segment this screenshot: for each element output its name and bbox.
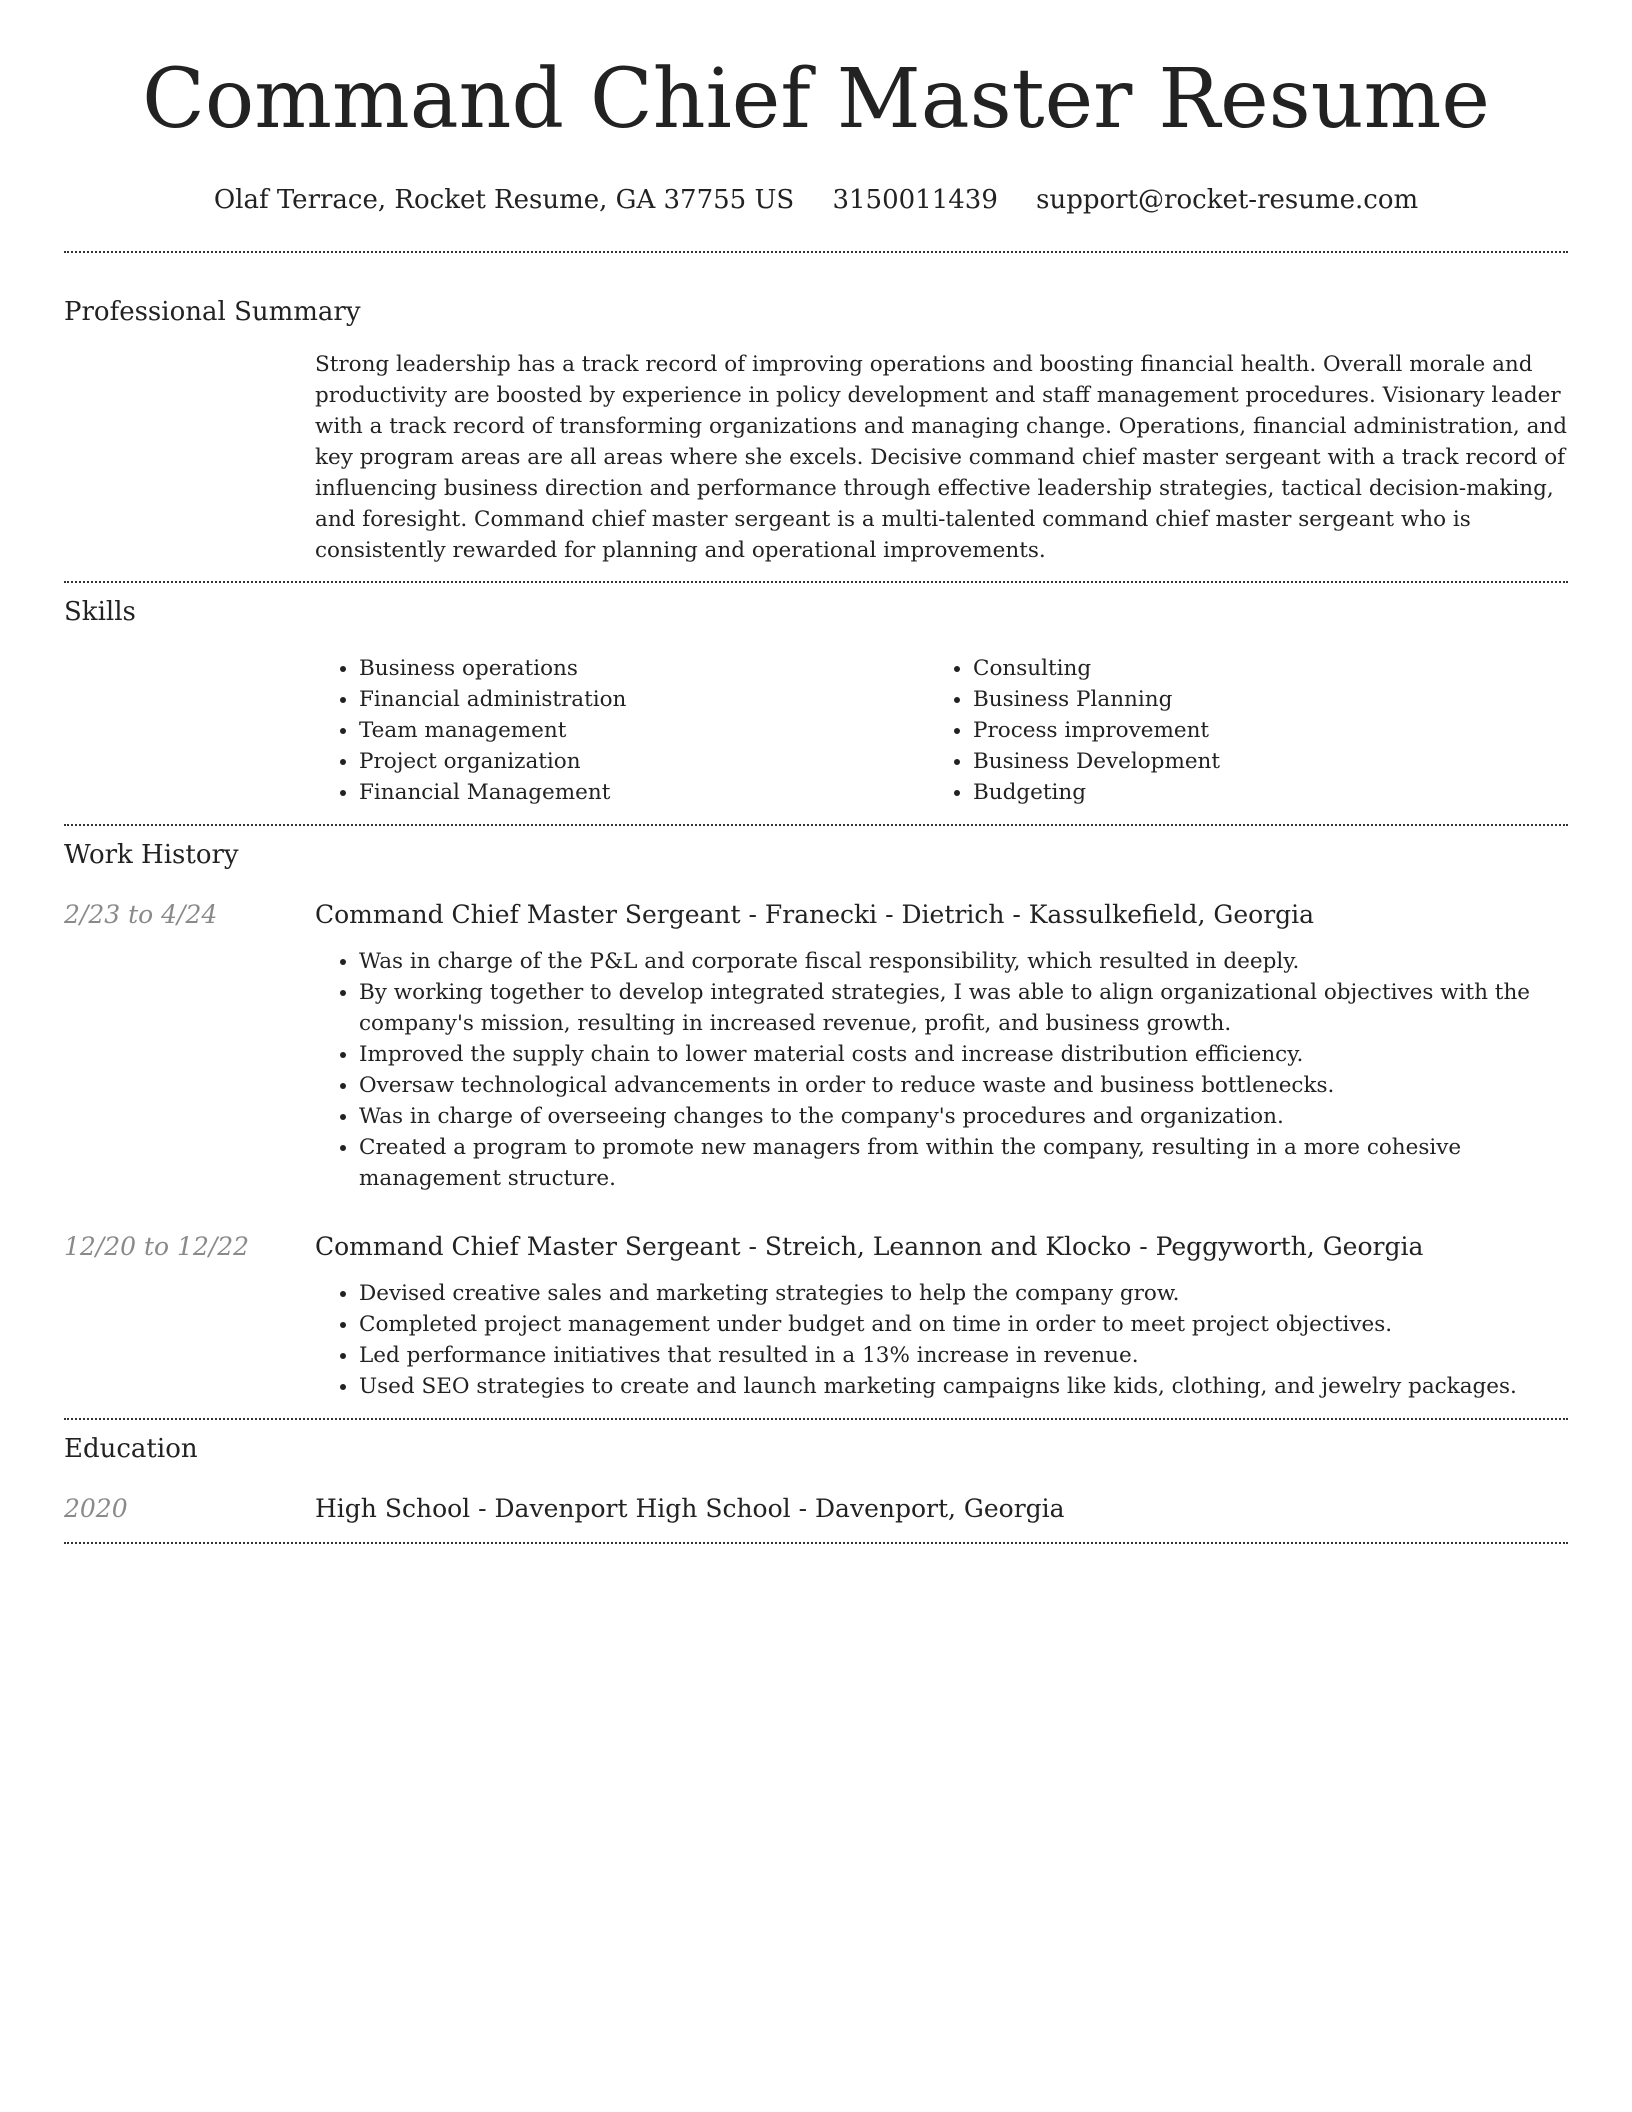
skill-item: • Financial Management	[359, 777, 929, 808]
job-header	[64, 898, 1568, 932]
skills-lists	[315, 653, 1568, 808]
job-header	[64, 1230, 1568, 1264]
skill-item: • Process improvement	[973, 715, 1568, 746]
job-bullet: • Devised creative sales and marketing strategies to help the company grow.	[359, 1278, 1568, 1309]
job-title: Command Chief Master Sergeant - Franecki - Dietrich - Kassulkefield, Georgia	[315, 900, 1315, 929]
skill-item: • Project organization	[359, 746, 929, 777]
section-heading-work-history: Work History	[64, 840, 239, 870]
summary-text: Strong leadership has a track record of improving operations and boosting financial health. Overall morale and productivity are boosted by experience in policy development and staff management procedures. Visionary leader with a track record of transforming organizations and managing change. Operations, financial administration, and key program areas are all areas where she excels. Decisive command chief master sergeant with a track record of influencing business direction and performance through effective leadership strategies, tactical decision-making, and foresight. Command chief master sergeant is a multi-talented command chief master sergeant who is consistently rewarded for planning and operational improvements.	[315, 352, 1568, 563]
education-section	[64, 1432, 1568, 1542]
job-bullet: • Oversaw technological advancements in order to reduce waste and business bottlenecks.	[359, 1070, 1568, 1101]
skill-item: • Consulting	[973, 653, 1568, 684]
divider	[64, 824, 1568, 826]
divider	[64, 1542, 1568, 1544]
skill-item: • Financial administration	[359, 684, 929, 715]
section-heading-skills: Skills	[64, 597, 136, 627]
skill-item: • Business operations	[359, 653, 929, 684]
job-bullet: • Led performance initiatives that resulted in a 13% increase in revenue.	[359, 1340, 1568, 1371]
skills-section	[64, 595, 1568, 808]
job-bullets	[315, 1278, 1568, 1402]
job-dates: 12/20 to 12/22	[64, 1232, 250, 1261]
contact-address: Olaf Terrace, Rocket Resume, GA 37755 US	[213, 185, 795, 215]
skill-item: • Team management	[359, 715, 929, 746]
resume-title: Command Chief Master Resume	[142, 52, 1490, 147]
job-title: Command Chief Master Sergeant - Streich, Leannon and Klocko - Peggyworth, Georgia	[315, 1232, 1424, 1261]
job-bullet: • Completed project management under budget and on time in order to meet project objectives.	[359, 1309, 1568, 1340]
spacer	[64, 1526, 1568, 1542]
skill-item: • Budgeting	[973, 777, 1568, 808]
education-entry	[64, 1492, 1568, 1526]
job-entry	[64, 1230, 1568, 1402]
spacer	[64, 1402, 1568, 1418]
job-bullet: • Created a program to promote new managers from within the company, resulting in a more cohesive management structure.	[359, 1132, 1568, 1194]
section-heading-education: Education	[64, 1434, 198, 1464]
skill-item: • Business Planning	[973, 684, 1568, 715]
work-history-section	[64, 838, 1568, 1418]
education-detail: High School - Davenport High School - Davenport, Georgia	[315, 1494, 1065, 1523]
job-bullet: • Was in charge of the P&L and corporate fiscal responsibility, which resulted in deeply.	[359, 946, 1568, 977]
contact-email: support@rocket-resume.com	[1036, 185, 1419, 215]
skills-list-left	[315, 653, 929, 808]
job-bullet: • Used SEO strategies to create and launch marketing campaigns like kids, clothing, and jewelry packages.	[359, 1371, 1568, 1402]
contact-line	[64, 183, 1568, 217]
job-bullet: • Improved the supply chain to lower material costs and increase distribution efficiency.	[359, 1039, 1568, 1070]
section-heading-summary: Professional Summary	[64, 297, 361, 327]
skill-item: • Business Development	[973, 746, 1568, 777]
divider	[64, 251, 1568, 253]
summary-section	[64, 295, 1568, 566]
job-dates: 2/23 to 4/24	[64, 900, 218, 929]
job-entry	[64, 898, 1568, 1194]
divider	[64, 581, 1568, 583]
divider	[64, 1418, 1568, 1420]
education-year: 2020	[64, 1494, 128, 1523]
job-bullet: • By working together to develop integrated strategies, I was able to align organizational objectives with the company's mission, resulting in increased revenue, profit, and business growth.	[359, 977, 1568, 1039]
contact-phone: 3150011439	[832, 185, 998, 215]
job-bullet: • Was in charge of overseeing changes to the company's procedures and organization.	[359, 1101, 1568, 1132]
skills-list-right	[929, 653, 1568, 808]
job-bullets	[315, 946, 1568, 1194]
